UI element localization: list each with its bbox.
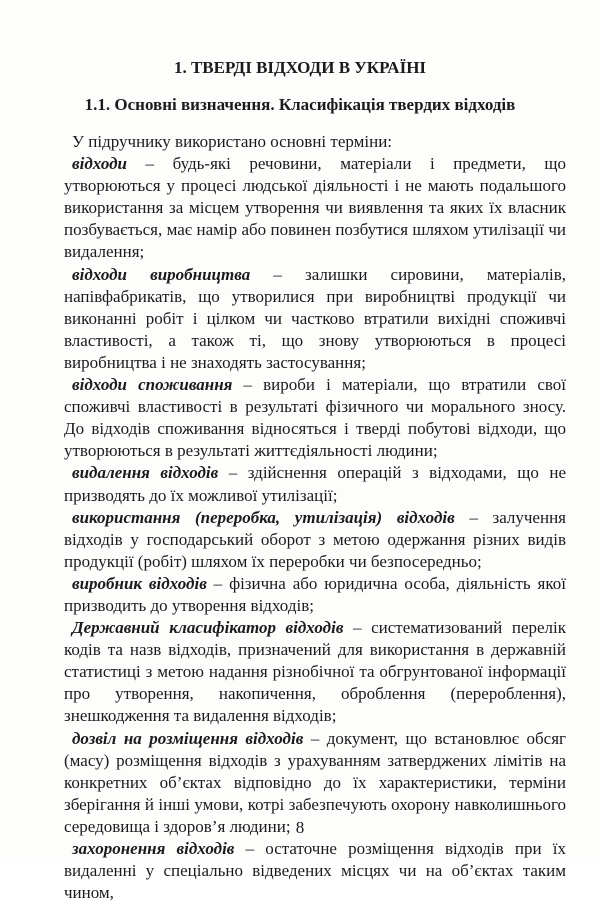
definition-text: – вироби і матеріали, що втратили свої споживчі властивості в результаті фізичного чи морального зносу. До відходів споживання відносяться і тверді побутові відходи, що утворюються в результаті життєдіяльності людини; [64,375,566,461]
definition-term: відходи виробництва [72,264,251,284]
definition-text: – систематизований перелік кодів та назв відходів, призначений для використання в державній статистиці з метою надання різнобічної та обгрунтованої інформації про утворення, накопичення, оброблення (перероблення), знешкодження та видалення відходів; [64,618,566,726]
definition-paragraph [64,462,566,506]
chapter-heading: 1. ТВЕРДІ ВІДХОДИ В УКРАЇНІ [173,58,427,77]
definition-term: відходи [72,154,127,174]
definition-text: – будь-які речовини, матеріали і предмети, що утворюються у процесі людської діяльності і не мають подальшого використання за місцем утворення чи виявлення та яких їх власник позбувається, має намір або повинен позбутися шляхом утилізації чи видалення; [64,154,566,262]
definition-term: виробник відходів [72,573,207,593]
definition-text: – залучення відходів у господарський оборот з метою одержання різних видів продукції (робіт) шляхом їх переробки чи безпосередньо; [64,507,566,571]
definition-term: відходи споживання [72,375,233,395]
definition-paragraph [64,838,566,904]
definition-term: Державний класифікатор відходів [72,618,344,638]
definition-text: – фізична або юридична особа, діяльність якої призводить до утворення відходів; [64,573,566,615]
definition-text: – остаточне розміщення відходів при їх видаленні у спеціально відведених місцях чи на об’єктах таким чином, [64,839,566,903]
definition-paragraph [64,374,566,462]
definition-text: – здійснення операцій з відходами, що не призводять до їх можливої утилізації; [64,463,566,505]
section-heading: 1.1. Основні визначення. Класифікація твердих відходів [84,95,516,114]
definition-paragraph [64,153,566,263]
intro-paragraph: У підручнику використано основні терміни: [72,132,393,151]
page-number: 8 [295,818,305,837]
definition-term: видалення відходів [72,463,219,483]
definition-term: захоронення відходів [72,839,235,858]
definition-paragraph [64,507,566,573]
definition-paragraph [64,573,566,617]
definition-term: дозвіл на розміщення відходів [72,728,304,748]
definition-text: – залишки сировини, матеріалів, напівфабрикатів, що утворилися при виробництві продукції чи виконанні робіт і цілком чи частково втратили вихідні споживчі властивості, а також ті, що знову утворюються в процесі виробництва і не знаходять застосування; [64,264,567,372]
body-text [64,131,566,904]
definition-paragraph [64,617,566,727]
definitions-list [64,153,566,904]
definition-text: – документ, що встановлює обсяг (масу) розміщення відходів з урахуванням затверджених лімітів на конкретних об’єктах відповідно до їх характеристики, терміни зберігання й інші умови, котрі забезпечують охорону навколишнього середовища і здоров’я людини; [64,728,567,836]
definition-paragraph [64,264,566,374]
definition-term: використання (переробка, утилізація) відходів [72,507,455,527]
